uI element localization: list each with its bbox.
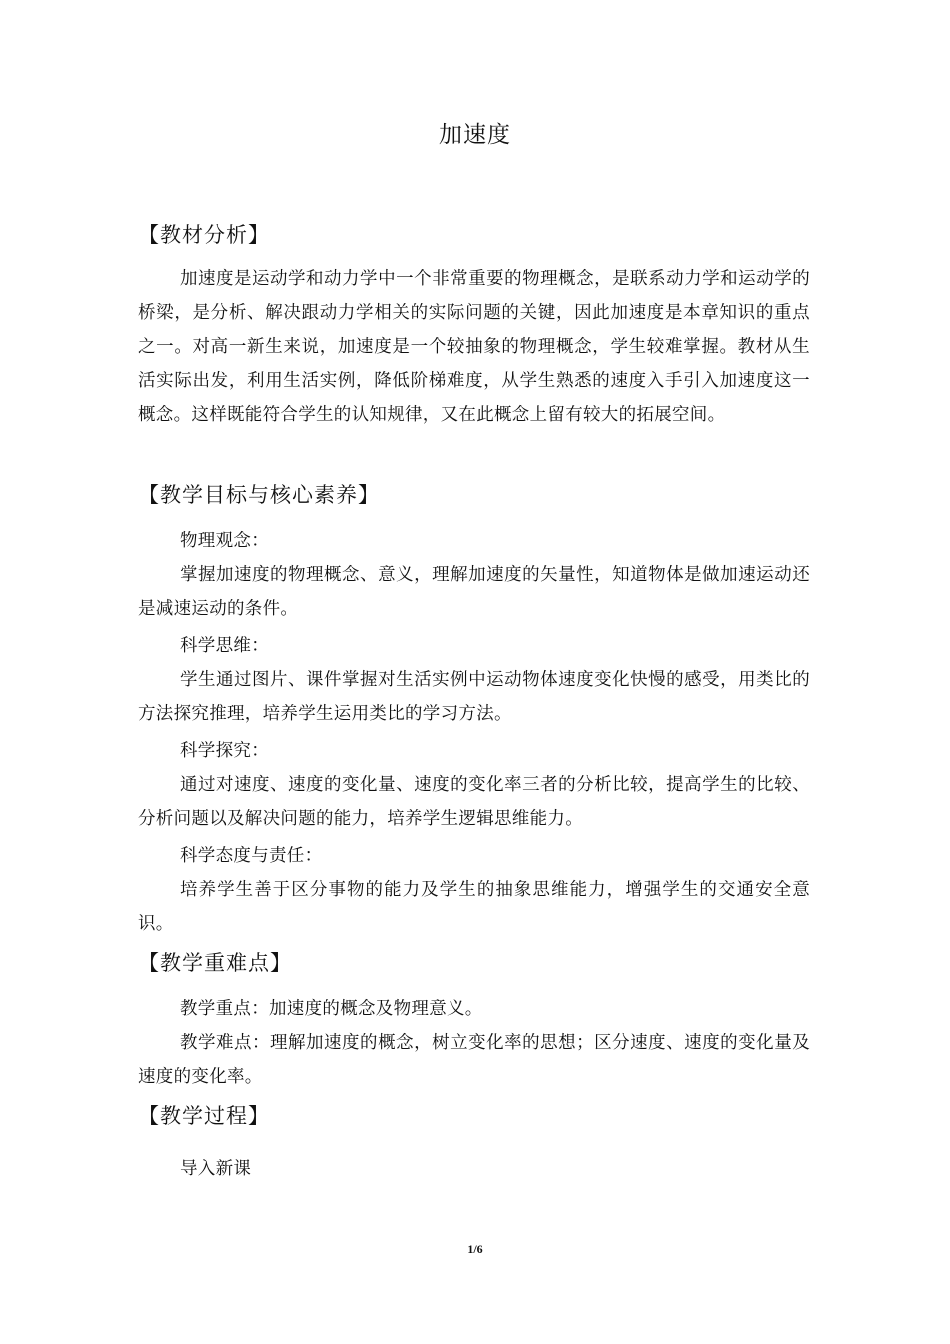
goal-label-scientific-thinking: 科学思维：	[180, 636, 269, 656]
goal-text-physics-concept: 掌握加速度的物理概念、意义，理解加速度的矢量性，知道物体是做加速运动还是减速运动的条件。	[138, 565, 810, 619]
page-number: 1/6	[467, 1242, 483, 1256]
section-heading-analysis: 【教材分析】	[138, 223, 270, 247]
document-title: 加速度	[439, 122, 511, 148]
goal-text-attitude: 培养学生善于区分事物的能力及学生的抽象思维能力，增强学生的交通安全意识。	[138, 880, 810, 934]
goal-label-physics-concept: 物理观念：	[180, 531, 269, 551]
process-intro-line: 导入新课	[180, 1159, 252, 1179]
goal-label-scientific-inquiry: 科学探究：	[180, 741, 269, 761]
section-heading-keypoints: 【教学重难点】	[138, 951, 292, 975]
key-focus-line: 教学重点：加速度的概念及物理意义。	[180, 999, 483, 1019]
section-heading-process: 【教学过程】	[138, 1104, 270, 1128]
goal-label-attitude: 科学态度与责任：	[180, 846, 323, 866]
analysis-paragraph: 加速度是运动学和动力学中一个非常重要的物理概念，是联系动力学和运动学的桥梁，是分析、解决跟动力学相关的实际问题的关键，因此加速度是本章知识的重点之一。对高一新生来说，加速度是一个较抽象的物理概念，学生较难掌握。教材从生活实际出发，利用生活实例，降低阶梯难度，从学生熟悉的速度入手引入加速度这一概念。这样既能符合学生的认知规律，又在此概念上留有较大的拓展空间。	[138, 269, 810, 425]
goal-text-scientific-inquiry: 通过对速度、速度的变化量、速度的变化率三者的分析比较，提高学生的比较、分析问题以及解决问题的能力，培养学生逻辑思维能力。	[138, 775, 810, 829]
section-heading-goals: 【教学目标与核心素养】	[138, 483, 380, 507]
goal-text-scientific-thinking: 学生通过图片、课件掌握对生活实例中运动物体速度变化快慢的感受，用类比的方法探究推理，培养学生运用类比的学习方法。	[138, 670, 810, 724]
key-difficulty-paragraph: 教学难点：理解加速度的概念，树立变化率的思想；区分速度、速度的变化量及速度的变化率。	[138, 1033, 810, 1087]
